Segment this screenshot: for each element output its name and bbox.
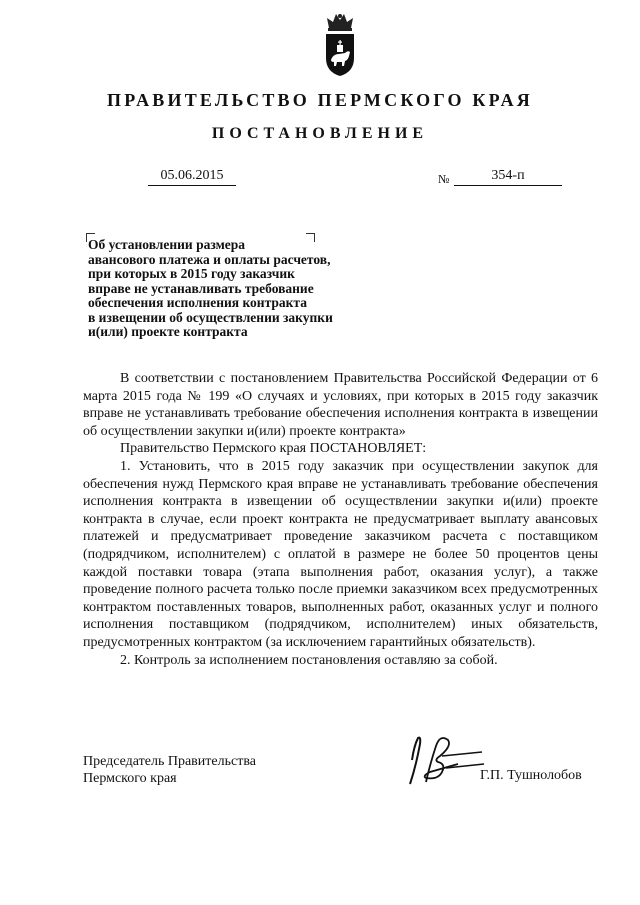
document-number: 354-п [454, 168, 562, 186]
signatory-position: Председатель Правительства Пермского края [83, 754, 256, 786]
body-paragraph: 1. Установить, что в 2015 году заказчик при осуществлении закупок для обеспечения нужд Пермского края вправе не устанавливать требование обеспечения исполнения контракта в извещении об осуществлении закупки и(или) проекте контракта в случае, если проект контракта не предусматривает выплату авансовых платежей и предусматривает проведение заказчиком расчета с поставщиком (подрядчиком, исполнителем) с оплатой в размере не более 50 процентов цены каждой поставки товара (этапа выполнения работ, оказания услуг), а также проведение полного расчета только после приемки заказчиком всех предусмотренных контрактом поставленных товаров, выполненных работ, оказанных услуг и полного исполнения поставщиком (подрядчиком, исполнителем) иных обязательств, предусмотренных контрактом (за исключением гарантийных обязательств). [83, 458, 598, 650]
handwritten-signature [396, 726, 486, 788]
number-sign: № [438, 172, 450, 186]
body-paragraph: В соответствии с постановлением Правительства Российской Федерации от 6 марта 2015 года № 199 «О случаях и условиях, при которых в 2015 году заказчик вправе не устанавливать требование обеспечения исполнения контракта в извещении об осуществлении закупки и(или) проекте контракта» [83, 371, 598, 439]
perm-krai-coat-of-arms-icon [321, 12, 359, 78]
government-title: ПРАВИТЕЛЬСТВО ПЕРМСКОГО КРАЯ [107, 90, 533, 110]
body-paragraph: 2. Контроль за исполнением постановления оставляю за собой. [120, 652, 498, 668]
document-subject: Об установлении размера авансового платежа и оплаты расчетов, при которых в 2015 году заказчик вправе не устанавливать требование обеспечения исполнения контракта в извещении об осуществлении закупки и(или) проекте контракта [88, 237, 333, 339]
signatory-name: Г.П. Тушнолобов [480, 768, 582, 783]
document-body [83, 370, 598, 669]
document-date: 05.06.2015 [148, 168, 236, 186]
document-type: ПОСТАНОВЛЕНИЕ [211, 125, 429, 142]
body-paragraph: Правительство Пермского края ПОСТАНОВЛЯЕТ: [120, 441, 427, 457]
